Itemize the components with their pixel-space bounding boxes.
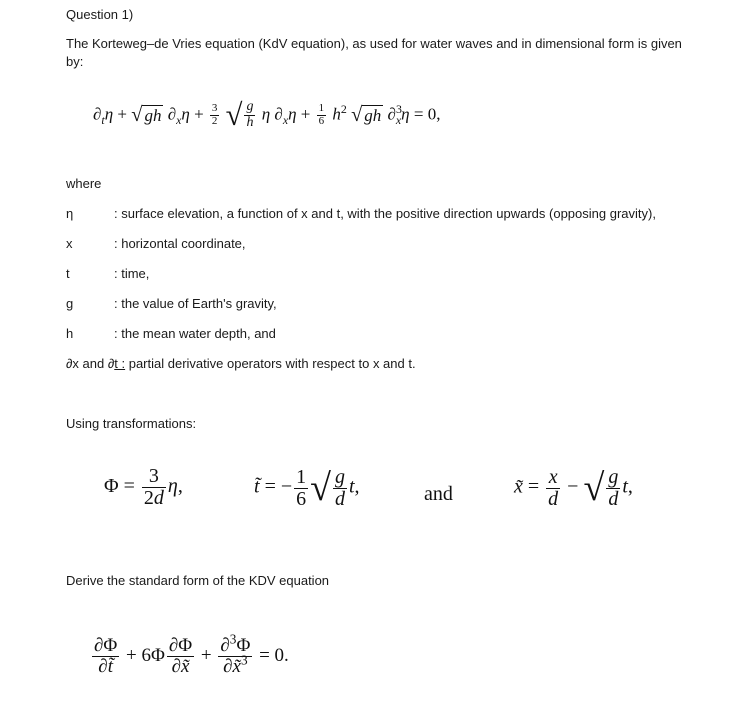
kdv-standard-equation: $\frac{\partial\Phi}{\partial t̃}$ + 6Φ $\frac{\partial\Phi}{\partial x̃}$ + $\frac{\partial^3\Phi}{\partial x̃^3}$ = 0. [94,631,289,677]
partial-line-start: ∂x and ∂ [66,356,115,371]
partial-line-t: t : [114,356,126,371]
partial-line-end: partial derivative operators with respect to x and t. [125,356,416,371]
partial-derivative-line [66,355,416,373]
where-label: where [66,176,102,191]
t-tilde-transformation: t̃ = − $\frac{1}{6}$ √ $\frac{g}{d}$ t, [254,465,360,510]
definition-symbol: g [66,296,74,311]
x-tilde-transformation: x̃ = $\frac{x}{d}$ − √ $\frac{g}{d}$ t, [514,465,633,510]
eq3-terminator: = 0. [259,644,289,666]
definition-text: : surface elevation, a function of x and t, with the positive direction upwards (opposing gravity), [114,206,656,221]
question-title: Question 1) [66,7,134,22]
intro-paragraph: The Korteweg–de Vries equation (KdV equation), as used for water waves and in dimensional form is given by: [66,36,682,69]
kdv-dimensional-equation: $\partial_t\eta$ + √ gh $\partial_x\eta$ + $\frac{3}{2}$ √ $\frac{g}{h}$ η $\partial_x\eta$ + $\frac{1}{6}$ $h^2$ √ gh ∂$^3_x$η = 0, [93,98,441,132]
definition-symbol: x [66,236,73,251]
definition-text: : time, [114,266,150,281]
derive-label: Derive the standard form of the KDV equation [66,573,330,588]
eq1-terminator: = 0, [409,104,441,124]
transformations-label: Using transformations: [66,416,197,431]
definition-text: : horizontal coordinate, [114,236,246,251]
phi-transformation: Φ = $\frac{3}{2d}$ η, [104,465,183,509]
definition-symbol: t [66,266,70,281]
and-word: and [424,483,453,505]
definition-text: : the mean water depth, and [114,326,276,341]
definition-symbol: h [66,326,74,341]
definition-symbol: η [66,206,74,221]
definition-text: : the value of Earth's gravity, [114,296,277,311]
